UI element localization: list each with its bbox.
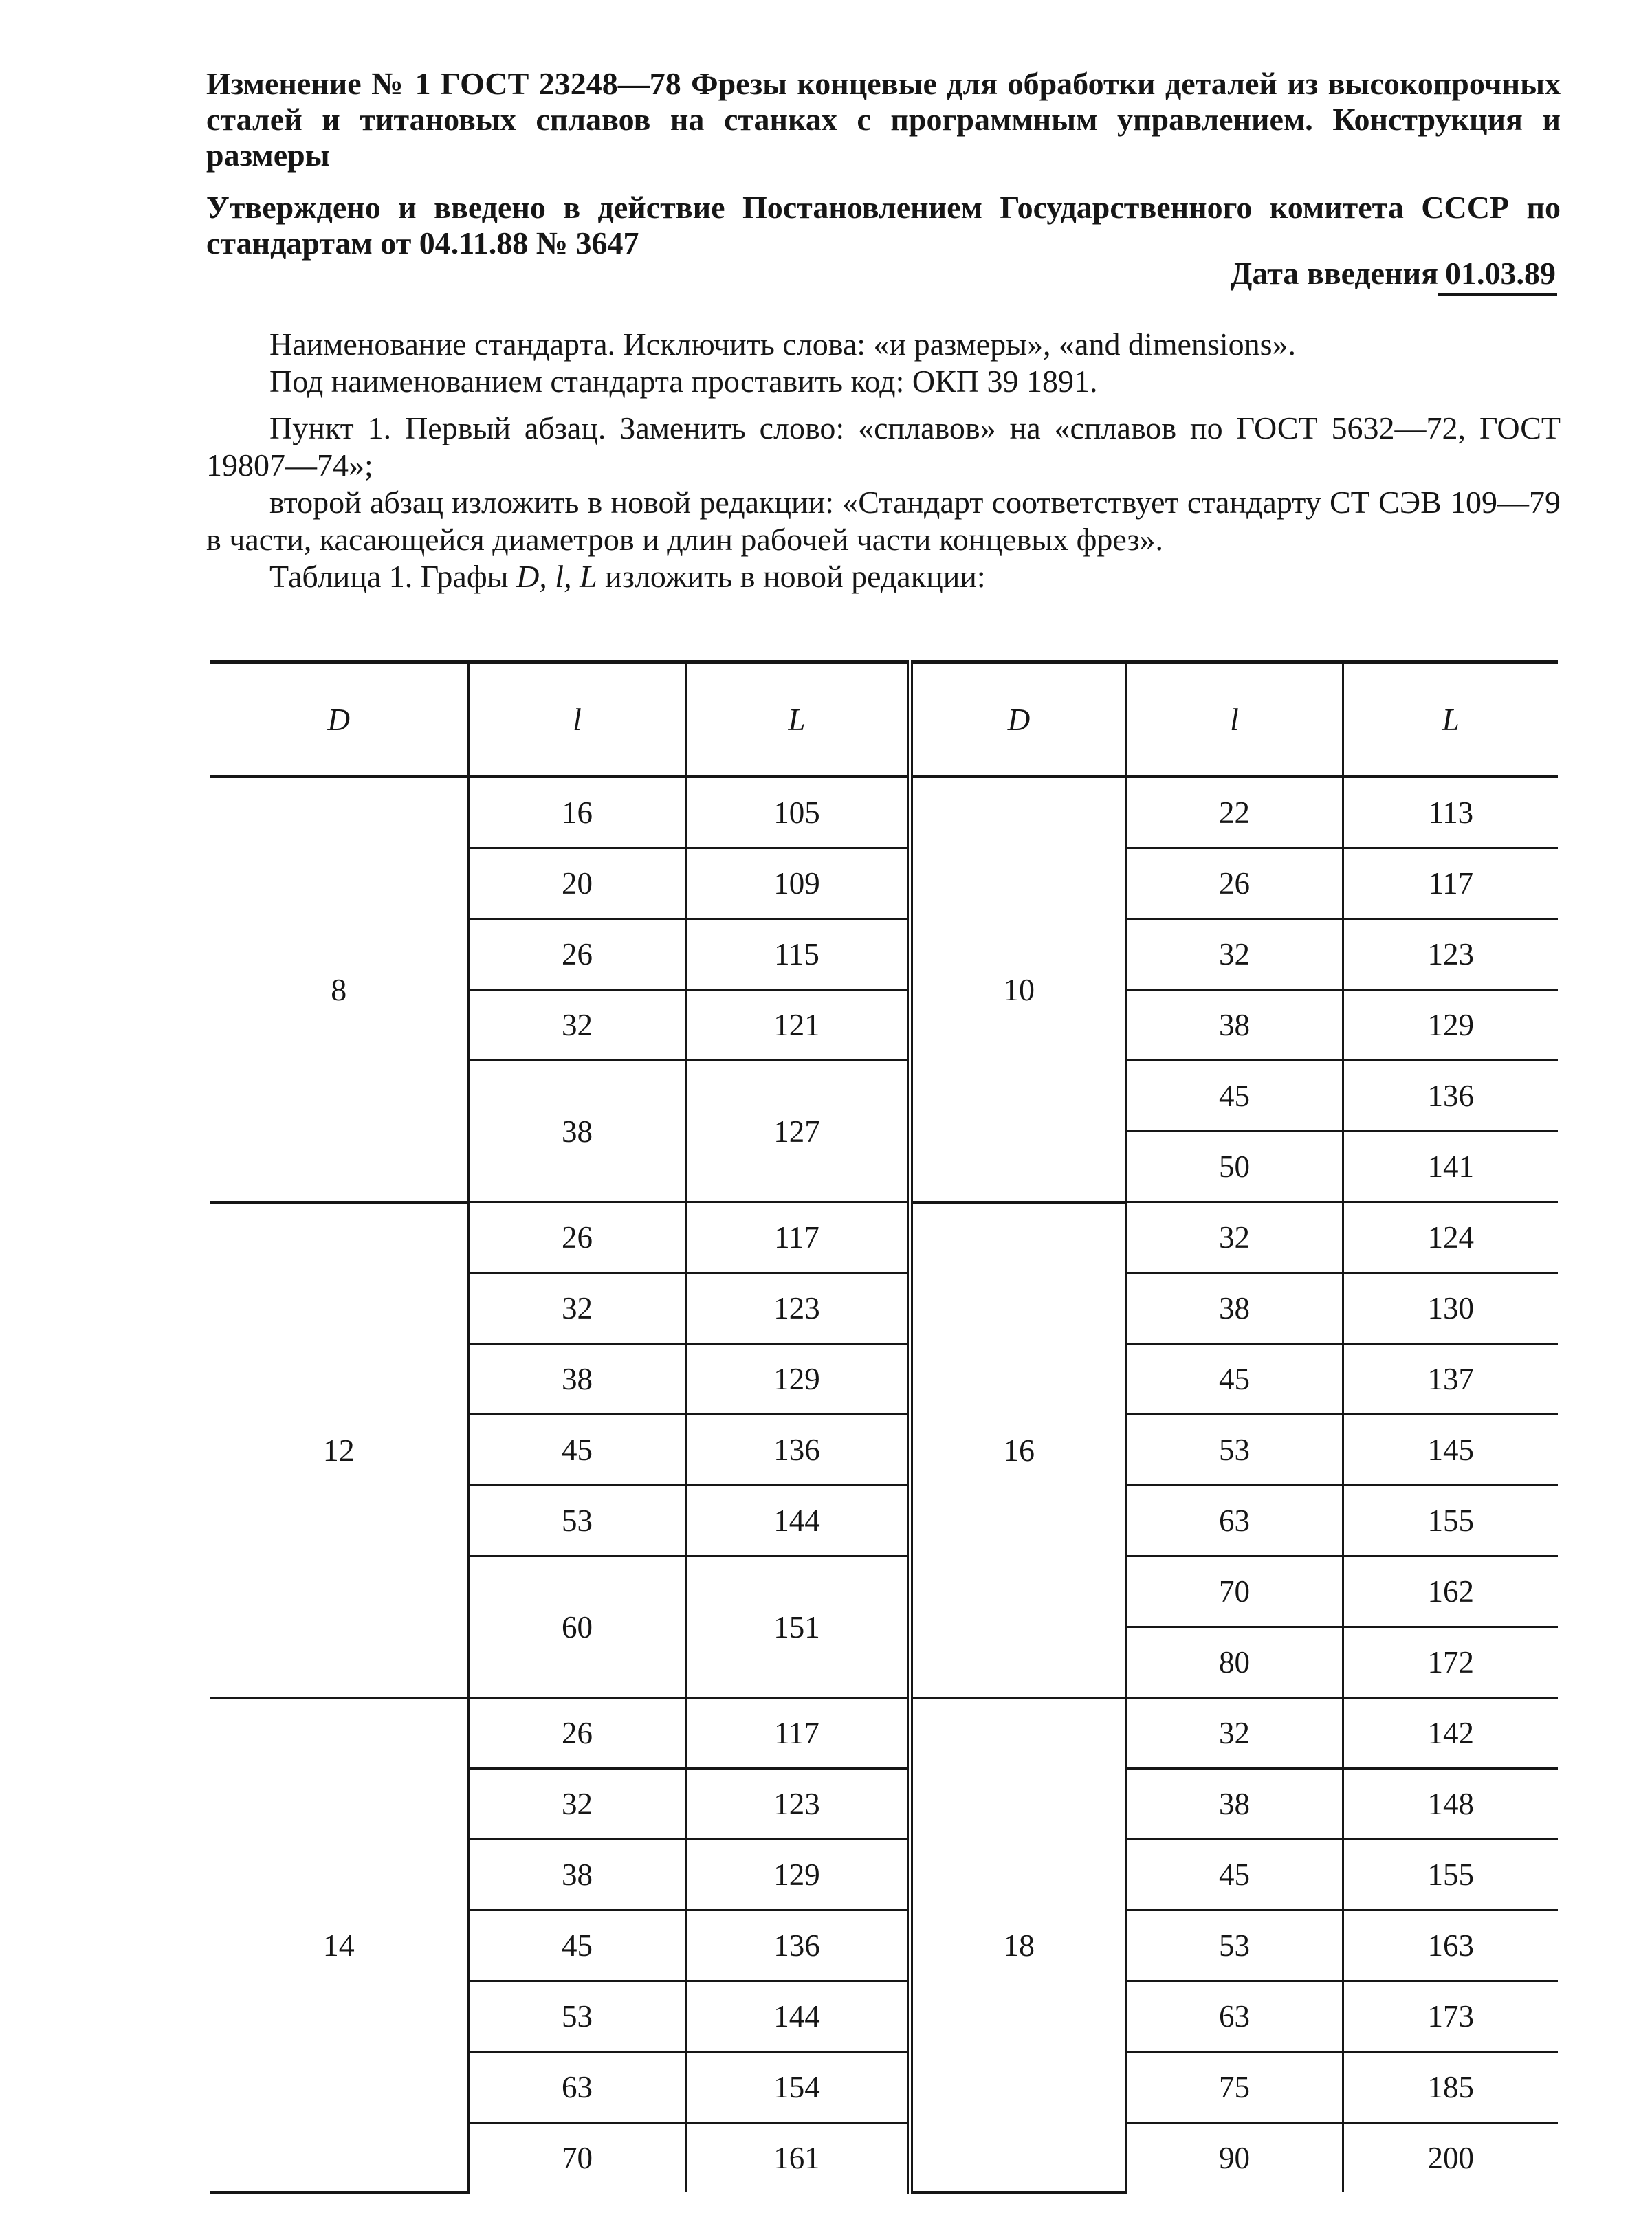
cell-l-right: 53 [1126, 1910, 1343, 1981]
cell-bigl-right: 145 [1343, 1415, 1558, 1486]
diameter-cell-left: 14 [210, 1698, 468, 2193]
effective-date-label: Дата введения [1230, 256, 1438, 291]
table-body [210, 777, 1558, 2192]
table-intro-prefix: Таблица 1. Графы [269, 559, 509, 594]
cell-l-left: 26 [468, 1698, 686, 1769]
change-title: Изменение № 1 ГОСТ 23248—78 Фрезы концевые для обработки деталей из высокопрочных сталей и титановых сплавов на станках с программным управлением. Конструкция и размеры [206, 66, 1561, 173]
cell-bigl-left: 117 [686, 1202, 910, 1273]
diameter-cell-left: 12 [210, 1202, 468, 1698]
table-intro-suffix: изложить в новой редакции: [605, 559, 986, 594]
cell-bigl-right: 173 [1343, 1981, 1558, 2052]
cell-l-right: 22 [1126, 777, 1343, 848]
cell-l-right: 50 [1126, 1132, 1343, 1202]
cell-l-left: 32 [468, 1273, 686, 1344]
diameter-cell-left: 8 [210, 777, 468, 1202]
cell-l-right: 53 [1126, 1415, 1343, 1486]
cell-bigl-left: 154 [686, 2052, 910, 2123]
cell-l-left: 53 [468, 1981, 686, 2052]
cell-l-right: 45 [1126, 1840, 1343, 1910]
paragraph-second-abzac: второй абзац изложить в новой редакции: «Стандарт соответствует стандарту СТ СЭВ 109—79 в части, касающейся диаметров и длин рабочей части концевых фрез». [206, 485, 1561, 557]
cell-bigl-right: 129 [1343, 990, 1558, 1061]
effective-date-value: 01.03.89 [1438, 256, 1557, 296]
cell-bigl-right: 148 [1343, 1769, 1558, 1840]
cell-l-left: 32 [468, 1769, 686, 1840]
cell-l-left: 38 [468, 1344, 686, 1415]
cell-l-left: 20 [468, 848, 686, 919]
cell-bigl-right: 200 [1427, 2141, 1474, 2175]
cell-bigl-left: 123 [686, 1769, 910, 1840]
cell-l-right: 26 [1126, 848, 1343, 919]
cell-bigl-right: 155 [1343, 1486, 1558, 1556]
cell-bigl-right: 163 [1343, 1910, 1558, 1981]
cell-l-left: 38 [468, 1061, 686, 1202]
cell-bigl-right: 162 [1343, 1556, 1558, 1627]
effective-date-line [1231, 256, 1557, 296]
cell-bigl-left: 121 [686, 990, 910, 1061]
cell-bigl-left: 136 [686, 1910, 910, 1981]
cell-bigl-left: 109 [686, 848, 910, 919]
cell-bigl-left: 161 [686, 2123, 910, 2193]
cell-bigl-right: 142 [1343, 1698, 1558, 1769]
paragraph-okp-code: Под наименованием стандарта проставить код: ОКП 39 1891. [269, 364, 1098, 399]
cell-bigl-left: 144 [686, 1486, 910, 1556]
cell-bigl-right: 185 [1343, 2052, 1558, 2123]
paragraph-title-change: Наименование стандарта. Исключить слова: «и размеры», «and dimensions». [269, 327, 1297, 362]
cell-bigl-right: 117 [1343, 848, 1558, 919]
cell-l-right: 38 [1126, 990, 1343, 1061]
approval-statement: Утверждено и введено в действие Постановлением Государственного комитета СССР по стандартам от 04.11.88 № 3647 [206, 190, 1561, 261]
cell-l-left: 38 [468, 1840, 686, 1910]
cell-l-left: 26 [468, 919, 686, 990]
cell-l-left: 63 [468, 2052, 686, 2123]
cell-bigl-right: 141 [1343, 1132, 1558, 1202]
cell-l-left: 53 [468, 1486, 686, 1556]
cell-l-right: 63 [1126, 1486, 1343, 1556]
diameter-cell-right: 18 [910, 1698, 1126, 2193]
cell-l-right: 32 [1126, 919, 1343, 990]
cell-bigl-left: 123 [686, 1273, 910, 1344]
dimensions-table [210, 660, 1558, 2194]
diameter-cell-right: 10 [910, 777, 1126, 1202]
cell-l-left: 26 [468, 1202, 686, 1273]
cell-l-left: 60 [468, 1556, 686, 1698]
header-l-right: l [1126, 662, 1343, 777]
paragraph-table-intro [206, 558, 1561, 595]
cell-bigl-left: 115 [686, 919, 910, 990]
cell-bigl-right: 137 [1343, 1344, 1558, 1415]
header-d-left: D [210, 662, 468, 777]
cell-bigl-left: 129 [686, 1840, 910, 1910]
cell-l-right: 90 [1126, 2123, 1343, 2193]
cell-l-right: 63 [1126, 1981, 1343, 2052]
header-bigl-left: L [686, 662, 910, 777]
cell-l-right: 38 [1126, 1769, 1343, 1840]
cell-bigl-right: 172 [1343, 1627, 1558, 1698]
change-text [206, 326, 1561, 595]
cell-l-right: 38 [1126, 1273, 1343, 1344]
paragraph-item-1: Пункт 1. Первый абзац. Заменить слово: «сплавов» на «сплавов по ГОСТ 5632—72, ГОСТ 19807—74»; [206, 410, 1561, 483]
cell-l-right: 80 [1126, 1627, 1343, 1698]
table-row [210, 1698, 1558, 1769]
cell-bigl-right: 130 [1343, 1273, 1558, 1344]
table-intro-vars: D, l, L [516, 559, 597, 594]
cell-bigl-left: 151 [686, 1556, 910, 1698]
cell-l-left: 45 [468, 1415, 686, 1486]
cell-l-left: 70 [468, 2123, 686, 2193]
cell-l-left: 16 [468, 777, 686, 848]
cell-bigl-right: 136 [1343, 1061, 1558, 1132]
cell-bigl-left: 129 [686, 1344, 910, 1415]
cell-l-right: 45 [1126, 1061, 1343, 1132]
cell-bigl-left: 117 [686, 1698, 910, 1769]
cell-bigl-right: 123 [1343, 919, 1558, 990]
header-d-right: D [910, 662, 1126, 777]
cell-bigl-right: 155 [1343, 1840, 1558, 1910]
cell-l-left: 32 [468, 990, 686, 1061]
cell-l-right: 70 [1126, 1556, 1343, 1627]
cell-bigl-left: 136 [686, 1415, 910, 1486]
diameter-cell-right: 16 [910, 1202, 1126, 1698]
header-bigl-right: L [1343, 662, 1558, 777]
header-l-left: l [468, 662, 686, 777]
table-header-row [210, 662, 1558, 777]
cell-bigl-left: 127 [686, 1061, 910, 1202]
cell-l-right: 45 [1126, 1344, 1343, 1415]
cell-bigl-right: 113 [1343, 777, 1558, 848]
cell-l-right: 32 [1126, 1202, 1343, 1273]
cell-l-right: 75 [1126, 2052, 1343, 2123]
cell-bigl-right: 124 [1343, 1202, 1558, 1273]
cell-l-left: 45 [468, 1910, 686, 1981]
cell-bigl-left: 105 [686, 777, 910, 848]
cell-bigl-left: 144 [686, 1981, 910, 2052]
cell-l-right: 32 [1126, 1698, 1343, 1769]
